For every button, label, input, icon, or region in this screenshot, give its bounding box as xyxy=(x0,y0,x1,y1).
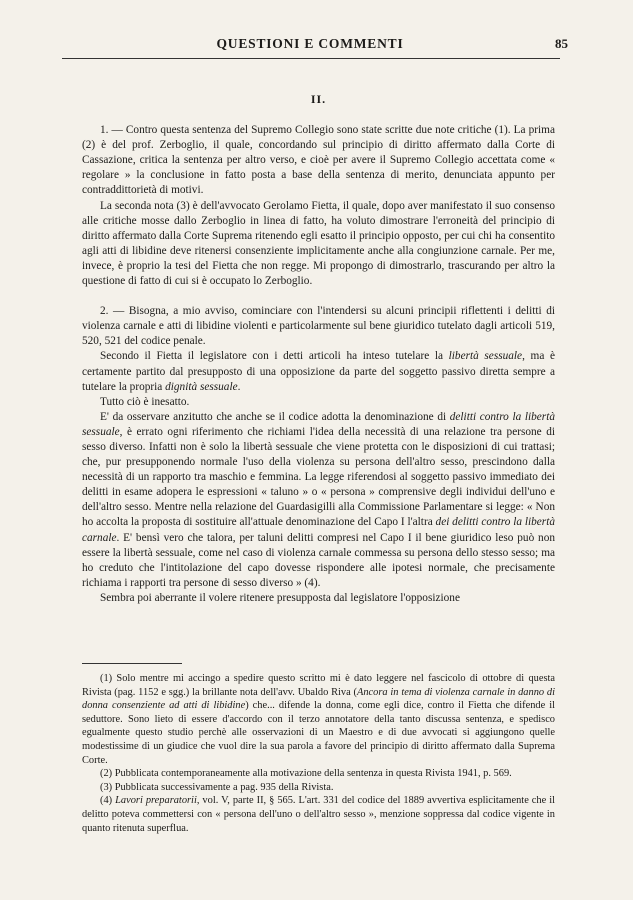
section-title: II. xyxy=(310,92,327,106)
footnote-1: (1) Solo mentre mi accingo a spedire questo scritto mi è dato leggere nel fascicolo di ottobre di questa Rivista (pag. 1152 e sgg.) la brillante nota dell'avv. Ubaldo Riva (Ancora in tema di violenza carnale in danno di donna consenziente ad atti di libidine) che... difende la donna, come egli dice, contro il Fietta che difende il seduttore. Sono lieto di essere d'accordo con il terzo annotatore della tanto discussa sentenza, e spedisco egualmente questo studio perchè alle osservazioni di un Maestro e di due avvocati si aggiungono quelle modestissime di un giudice che vuol dire la sua parola a favore del principio di diritto affermato dalla Suprema Corte. xyxy=(82,673,555,766)
main-text xyxy=(82,92,555,606)
footnotes xyxy=(82,672,555,835)
italic-term: delitti contro la libertà sessuale xyxy=(82,410,555,438)
paragraph-3: 2. — Bisogna, a mio avviso, cominciare con l'intendersi su alcuni principii riflettenti i delitti di violenza carnale e atti di libidine violenti e particolarmente sul bene giuridico tutelato dagli articoli 519, 520, 521 del codice penale. xyxy=(82,305,555,348)
italic-term: dei delitti contro la libertà carnale xyxy=(82,516,555,544)
footnote-rule xyxy=(82,663,182,664)
footnote-3: (3) Pubblicata successivamente a pag. 935 della Rivista. xyxy=(100,781,334,793)
italic-term: Ancora in tema di violenza carnale in danno di donna consenziente ad atti di libidine xyxy=(82,686,555,712)
footnote-2: (2) Pubblicata contemporaneamente alla motivazione della sentenza in questa Rivista 1941, p. 569. xyxy=(100,768,512,780)
paragraph-1: 1. — Contro questa sentenza del Supremo Collegio sono state scritte due note critiche (1). La prima (2) è del prof. Zerboglio, il quale, concordando sul principio di diritto affermato dalla Corte di Cassazione, critica la sentenza per altro verso, e cioè per avere il Supremo Collegio accettata come « regolare » la conclusione in fatto posta a base della sentenza di merito, denunciata appunto per contraddittorietà di motivi. xyxy=(82,124,555,197)
paragraph-6: E' da osservare anzitutto che anche se il codice adotta la denominazione di delitti contro la libertà sessuale, è errato ogni riferimento che richiami l'idea della necessità di una relazione tra persone di sesso diverso. Infatti non è solo la libertà sessuale che viene protetta con le disposizioni di cui trattasi; che, pur presupponendo normale l'uso della violenza su persona dell'altro sesso, prescindono dalla necessità di un rapporto tra maschio e femmina. La legge riferendosi al soggetto passivo immediato dei delitti in esame adopera le espressioni « taluno » o « persona » comprensive degli individui dell'uno e dell'altro sesso. Mentre nella relazione del Guardasigilli alla Commissione Parlamentare si legge: « Non ho accolta la proposta di sostituire all'attuale denominazione del Capo I l'altra dei delitti contro la libertà carnale. E' bensì vero che talora, per taluni delitti compresi nel Capo I il bene giuridico leso può non essere la libertà sessuale, come nel caso di violenza carnale commessa su persona dello stesso sesso; ma ho creduto che l'intitolazione del capo dovesse rispondere alle ipotesi normale, che precisamente richiama i rapporti tra persone di sesso diverso » (4). xyxy=(82,410,555,589)
running-header xyxy=(60,36,568,56)
footnote-4: (4) Lavori preparatorii, vol. V, parte II, § 565. L'art. 331 del codice del 1889 avvertiva esplicitamente che il delitto poteva commettersi con « persona dell'uno o dell'altro sesso », menzione soppressa dal codice vigente in quanto ritenuta superflua. xyxy=(82,795,555,834)
paragraph-2: La seconda nota (3) è dell'avvocato Gerolamo Fietta, il quale, dopo aver manifestato il suo consenso alle critiche mosse dallo Zerboglio in linea di fatto, ha voluto dimostrare l'erroneità del principio di diritto affermato dalla Corte Suprema ritenendo egli esatto il principio opposto, per cui chi ha consentito agli atti di libidine deve ritenersi consenziente implicitamente anche alla congiunzione carnale. Per me, invece, è proprio la tesi del Fietta che non regge. Mi propongo di dimostrarlo, trascurando per altro la questione di fatto di cui si è occupato lo Zerboglio. xyxy=(82,199,555,288)
italic-term: libertà sessuale xyxy=(448,350,523,363)
running-head-title: QUESTIONI E COMMENTI xyxy=(216,36,404,51)
header-rule xyxy=(62,58,560,59)
italic-term: dignità sessuale xyxy=(165,380,238,393)
italic-term: Lavori preparatorii xyxy=(115,795,197,807)
paragraph-7: Sembra poi aberrante il volere ritenere presupposta dal legislatore l'opposizione xyxy=(100,591,460,604)
paragraph-5: Tutto ciò è inesatto. xyxy=(100,395,190,408)
page-number: 85 xyxy=(555,36,568,51)
paragraph-4: Secondo il Fietta il legislatore con i detti articoli ha inteso tutelare la libertà sessuale, ma è certamente partito dal presupposto di una opposizione da parte del soggetto passivo diretta sempre a tutelare la propria dignità sessuale. xyxy=(82,350,555,393)
